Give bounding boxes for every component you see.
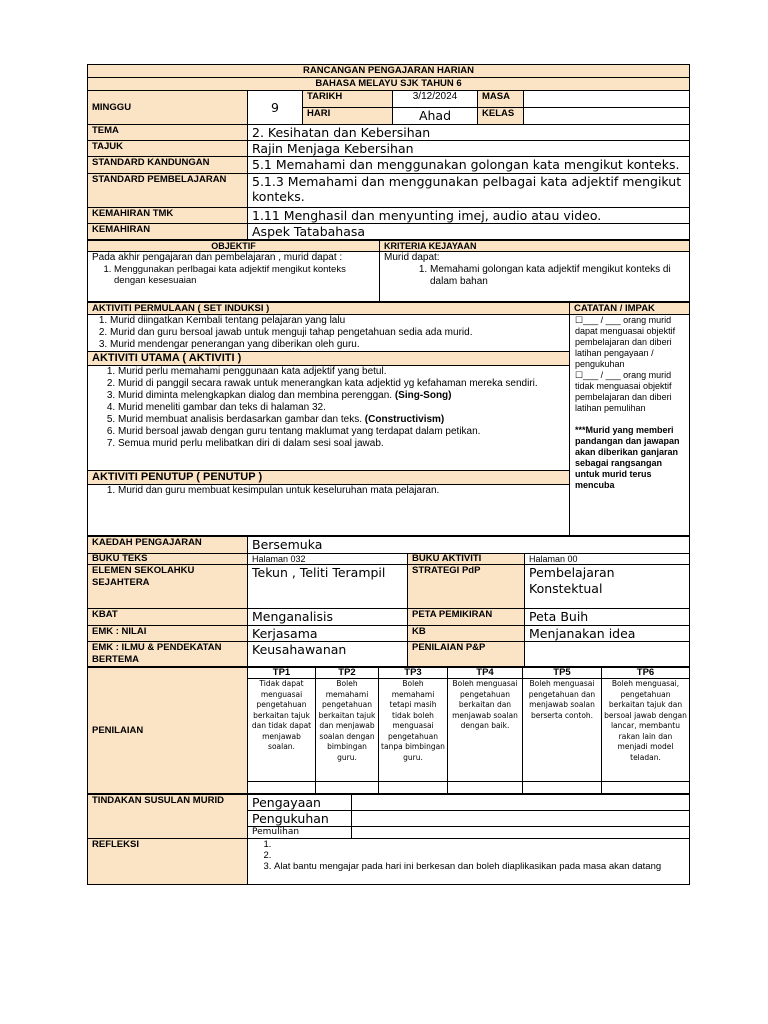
objektif-kriteria-table xyxy=(87,240,690,302)
aktiviti-table xyxy=(87,302,690,536)
elemen-value[interactable]: Tekun , Teliti Terampil xyxy=(248,565,408,609)
tp6-header: TP6 xyxy=(602,668,690,679)
objektif-intro: Pada akhir pengajaran dan pembelajaran , murid dapat : xyxy=(92,252,343,263)
aktiviti-content xyxy=(88,315,570,536)
tp1-input[interactable] xyxy=(248,782,316,794)
standard-pembelajaran-label: STANDARD PEMBELAJARAN xyxy=(88,174,248,208)
tp4-input[interactable] xyxy=(448,782,523,794)
kb-label: KB xyxy=(408,626,525,642)
kriteria-item: 1. Memahami golongan kata adjektif mengikut konteks di dalam bahan xyxy=(430,264,685,288)
tp5-input[interactable] xyxy=(523,782,602,794)
kriteria-label: KRITERIA KEJAYAAN xyxy=(380,241,690,252)
kemahiran-value[interactable]: Aspek Tatabahasa xyxy=(248,224,690,240)
tarikh-label: TARIKH xyxy=(303,91,393,108)
tp6-description: Boleh menguasai, pengetahuan berkaitan tajuk dan bersoal jawab dengan lancar, membantu rakan lain dan menjadi model teladan. xyxy=(602,679,690,782)
tindakan-label: TINDAKAN SUSULAN MURID xyxy=(88,795,248,839)
utama-item: 7. Semua murid perlu melibatkan diri di dalam sesi soal jawab. xyxy=(118,438,565,450)
kelas-label: KELAS xyxy=(478,108,524,125)
peta-value[interactable]: Peta Buih xyxy=(525,609,690,626)
aktiviti-permulaan-label: AKTIVITI PERMULAAN ( SET INDUKSI ) xyxy=(88,303,570,315)
permulaan-item: 1. Murid diingatkan Kembali tentang pelajaran yang lalu xyxy=(110,315,565,327)
utama-item: 6. Murid bersoal jawab dengan guru tentang maklumat yang terdapat dalam petikan. xyxy=(118,426,565,438)
objektif-content xyxy=(88,252,380,302)
tindakan-refleksi-table xyxy=(87,794,690,885)
document-title: RANCANGAN PENGAJARAN HARIAN xyxy=(88,65,690,78)
catatan-content xyxy=(570,315,690,536)
kb-value[interactable]: Menjanakan idea xyxy=(525,626,690,642)
buku-teks-value[interactable]: Halaman 032 xyxy=(248,554,408,565)
pengukuhan-option[interactable]: Pengukuhan xyxy=(248,811,352,827)
elemen-label: ELEMEN SEKOLAHKU SEJAHTERA xyxy=(88,565,248,609)
kaedah-value[interactable]: Bersemuka xyxy=(248,537,690,554)
utama-item: 5. Murid membuat analisis berdasarkan gambar dan teks. (Constructivism) xyxy=(118,414,565,426)
buku-teks-label: BUKU TEKS xyxy=(88,554,248,565)
kbat-value[interactable]: Menganalisis xyxy=(248,609,408,626)
objektif-item: 1. Menggunakan perlbagai kata adjektif mengikut konteks dengan kesesuaian xyxy=(114,264,375,286)
standard-kandungan-label: STANDARD KANDUNGAN xyxy=(88,157,248,174)
pengayaan-option[interactable]: Pengayaan xyxy=(248,795,352,811)
emk-nilai-label: EMK : NILAI xyxy=(88,626,248,642)
lesson-plan-document xyxy=(87,64,689,885)
kbat-label: KBAT xyxy=(88,609,248,626)
utama-item: 4. Murid meneliti gambar dan teks di halaman 32. xyxy=(118,402,565,414)
kemahiran-tmk-value[interactable]: 1.11 Menghasil dan menyunting imej, audio atau video. xyxy=(248,208,690,224)
tajuk-label: TAJUK xyxy=(88,141,248,157)
kemahiran-label: KEMAHIRAN xyxy=(88,224,248,240)
buku-aktiviti-value[interactable]: Halaman 00 xyxy=(525,554,690,565)
lesson-plan-header-table xyxy=(87,64,690,240)
penilaian-pdp-value[interactable] xyxy=(525,642,690,667)
tp3-header: TP3 xyxy=(379,668,448,679)
utama-item: 3. Murid diminta melengkapkan dialog dan membina perenggan. (Sing-Song) xyxy=(118,390,565,402)
pemulihan-input[interactable] xyxy=(352,827,690,839)
catatan-line-1: ☐___ / ___ orang murid dapat menguasai objektif pembelajaran dan diberi latihan pengayaan / pengukuhan xyxy=(575,315,676,369)
buku-aktiviti-label: BUKU AKTIVITI xyxy=(408,554,525,565)
hari-label: HARI xyxy=(303,108,393,125)
penilaian-label: PENILAIAN xyxy=(88,668,248,794)
minggu-value[interactable]: 9 xyxy=(248,91,303,125)
pengukuhan-input[interactable] xyxy=(352,811,690,827)
masa-label: MASA xyxy=(478,91,524,108)
permulaan-item: 2. Murid dan guru bersoal jawab untuk menguji tahap pengetahuan sedia ada murid. xyxy=(110,327,565,339)
refleksi-item: 3. Alat bantu mengajar pada hari ini berkesan dan boleh diaplikasikan pada masa akan datang xyxy=(274,861,685,872)
utama-item: 1. Murid perlu memahami penggunaan kata adjektif yang betul. xyxy=(118,366,565,378)
standard-pembelajaran-value[interactable]: 5.1.3 Memahami dan menggunakan pelbagai kata adjektif mengikut konteks. xyxy=(248,174,690,208)
refleksi-content[interactable] xyxy=(248,839,690,885)
refleksi-item xyxy=(274,839,685,850)
utama-item: 2. Murid di panggil secara rawak untuk menerangkan kata adjektid yg kefahaman mereka sendiri. xyxy=(118,378,565,390)
kriteria-intro: Murid dapat: xyxy=(384,252,440,263)
strategi-label: STRATEGI PdP xyxy=(408,565,525,609)
aktiviti-utama-label: AKTIVITI UTAMA ( AKTIVITI ) xyxy=(88,351,569,366)
pengayaan-input[interactable] xyxy=(352,795,690,811)
objektif-label: OBJEKTIF xyxy=(88,241,380,252)
bottom-info-table xyxy=(87,536,690,667)
tp3-description: Boleh memahami tetapi masih tidak boleh menguasai pengetahuan tanpa bimbingan guru. xyxy=(379,679,448,782)
kaedah-label: KAEDAH PENGAJARAN xyxy=(88,537,248,554)
kriteria-content xyxy=(380,252,690,302)
tp6-input[interactable] xyxy=(602,782,690,794)
tajuk-value[interactable]: Rajin Menjaga Kebersihan xyxy=(248,141,690,157)
aktiviti-penutup-label: AKTIVITI PENUTUP ( PENUTUP ) xyxy=(88,470,569,485)
refleksi-label: REFLEKSI xyxy=(88,839,248,885)
masa-value[interactable] xyxy=(524,91,690,108)
tema-label: TEMA xyxy=(88,125,248,141)
tp5-description: Boleh menguasai pengetahuan dan menjawab soalan berserta contoh. xyxy=(523,679,602,782)
penutup-item: 1. Murid dan guru membuat kesimpulan untuk keseluruhan mata pelajaran. xyxy=(118,485,565,497)
penilaian-pdp-label: PENILAIAN P&P xyxy=(408,642,525,667)
tp4-description: Boleh menguasai pengetahuan berkaitan dan menjawab soalan dengan baik. xyxy=(448,679,523,782)
catatan-label: CATATAN / IMPAK xyxy=(570,303,690,315)
kelas-value[interactable] xyxy=(524,108,690,125)
tema-value[interactable]: 2. Kesihatan dan Kebersihan xyxy=(248,125,690,141)
tp2-input[interactable] xyxy=(316,782,379,794)
tp2-description: Boleh memahami pengetahuan berkaitan tajuk dan menjawab soalan dengan bimbingan guru. xyxy=(316,679,379,782)
penilaian-table xyxy=(87,667,690,794)
emk-ilmu-value[interactable]: Keusahawanan xyxy=(248,642,408,667)
standard-kandungan-value[interactable]: 5.1 Memahami dan menggunakan golongan kata mengikut konteks. xyxy=(248,157,690,174)
hari-value[interactable]: Ahad xyxy=(393,108,478,125)
emk-nilai-value[interactable]: Kerjasama xyxy=(248,626,408,642)
minggu-label: MINGGU xyxy=(88,91,248,125)
permulaan-item: 3. Murid mendengar penerangan yang diberikan oleh guru. xyxy=(110,339,565,351)
tp5-header: TP5 xyxy=(523,668,602,679)
strategi-value[interactable]: Pembelajaran Konstektual xyxy=(525,565,690,609)
emk-ilmu-label: EMK : ILMU & PENDEKATAN BERTEMA xyxy=(88,642,248,667)
peta-label: PETA PEMIKIRAN xyxy=(408,609,525,626)
pemulihan-option[interactable]: Pemulihan xyxy=(248,827,352,839)
tp1-description: Tidak dapat menguasai pengetahuan berkaitan tajuk dan tidak dapat menjawab soalan. xyxy=(248,679,316,782)
document-subtitle: BAHASA MELAYU SJK TAHUN 6 xyxy=(88,78,690,91)
tp3-input[interactable] xyxy=(379,782,448,794)
tarikh-value[interactable]: 3/12/2024 xyxy=(393,91,478,108)
catatan-line-2: ☐___ / ___ orang murid tidak menguasai objektif pembelajaran dan diberi latihan pemulihan xyxy=(575,370,672,413)
catatan-note: ***Murid yang memberi pandangan dan jawapan akan diberikan ganjaran sebagai rangsangan untuk murid terus mencuba xyxy=(575,425,680,490)
refleksi-item xyxy=(274,850,685,861)
tp2-header: TP2 xyxy=(316,668,379,679)
kemahiran-tmk-label: KEMAHIRAN TMK xyxy=(88,208,248,224)
tp1-header: TP1 xyxy=(248,668,316,679)
tp4-header: TP4 xyxy=(448,668,523,679)
